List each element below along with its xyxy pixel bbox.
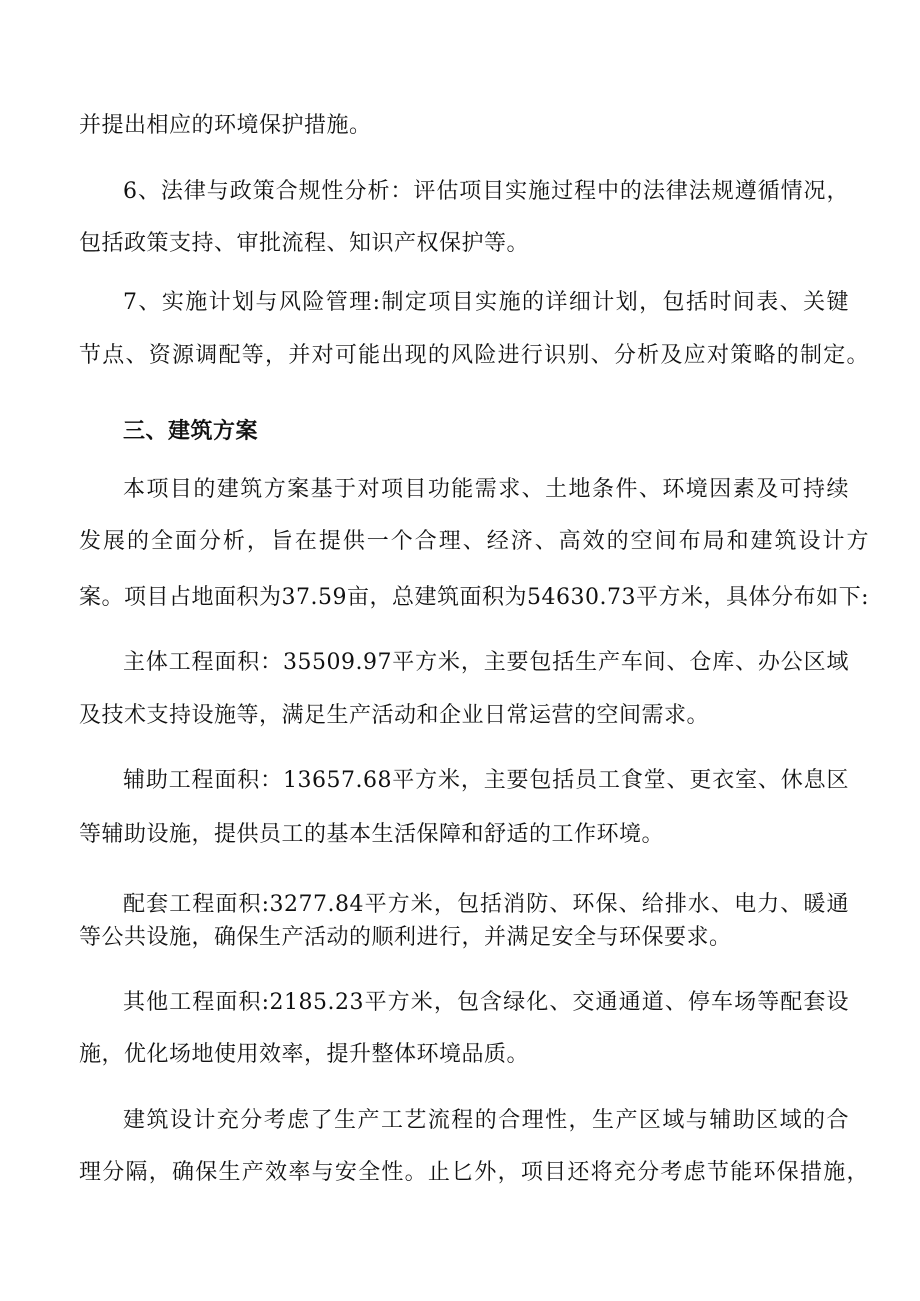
text-line: 施，优化场地使用效率，提升整体环境品质。: [79, 1042, 530, 1067]
text-line: 6、法律与政策合规性分析：评估项目实施过程中的法律法规遵循情况，: [123, 179, 849, 204]
text-line: 理分隔，确保生产效率与安全性。止匕外，项目还将充分考虑节能环保措施，: [79, 1160, 869, 1185]
text-line: 等辅助设施，提供员工的基本生活保障和舒适的工作环境。: [79, 822, 665, 847]
text-line: 建筑设计充分考虑了生产工艺流程的合理性，生产区域与辅助区域的合: [123, 1108, 849, 1133]
text-line: 案。项目占地面积为37.59亩，总建筑面积为54630.73平方米，具体分布如下:: [79, 585, 869, 610]
text-line: 包括政策支持、审批流程、知识产权保护等。: [79, 231, 530, 256]
text-line: 7、实施计划与风险管理:制定项目实施的详细计划，包括时间表、关键: [123, 290, 849, 315]
text-line: 本项目的建筑方案基于对项目功能需求、土地条件、环境因素及可持续: [123, 477, 849, 502]
text-line: 并提出相应的环境保护措施。: [79, 113, 372, 138]
text-line: 配套工程面积:3277.84平方米，包括消防、环保、给排水、电力、暖通: [123, 892, 849, 917]
text-line: 辅助工程面积：13657.68平方米，主要包括员工食堂、更衣室、休息区: [123, 768, 849, 793]
text-line: 主体工程面积：35509.97平方米，主要包括生产车间、仓库、办公区域: [123, 650, 849, 675]
text-line: 其他工程面积:2185.23平方米，包含绿化、交通通道、停车场等配套设: [123, 990, 849, 1015]
text-line: 等公共设施，确保生产活动的顺利进行，并满足安全与环保要求。: [79, 925, 732, 950]
text-line: 及技术支持设施等，满足生产活动和企业日常运营的空间需求。: [79, 703, 710, 728]
section-heading: 三、建筑方案: [123, 418, 259, 444]
text-line: 节点、资源调配等，并对可能出现的风险进行识别、分析及应对策略的制定。: [79, 343, 869, 368]
text-line: 发展的全面分析，旨在提供一个合理、经济、高效的空间布局和建筑设计方: [79, 529, 869, 554]
